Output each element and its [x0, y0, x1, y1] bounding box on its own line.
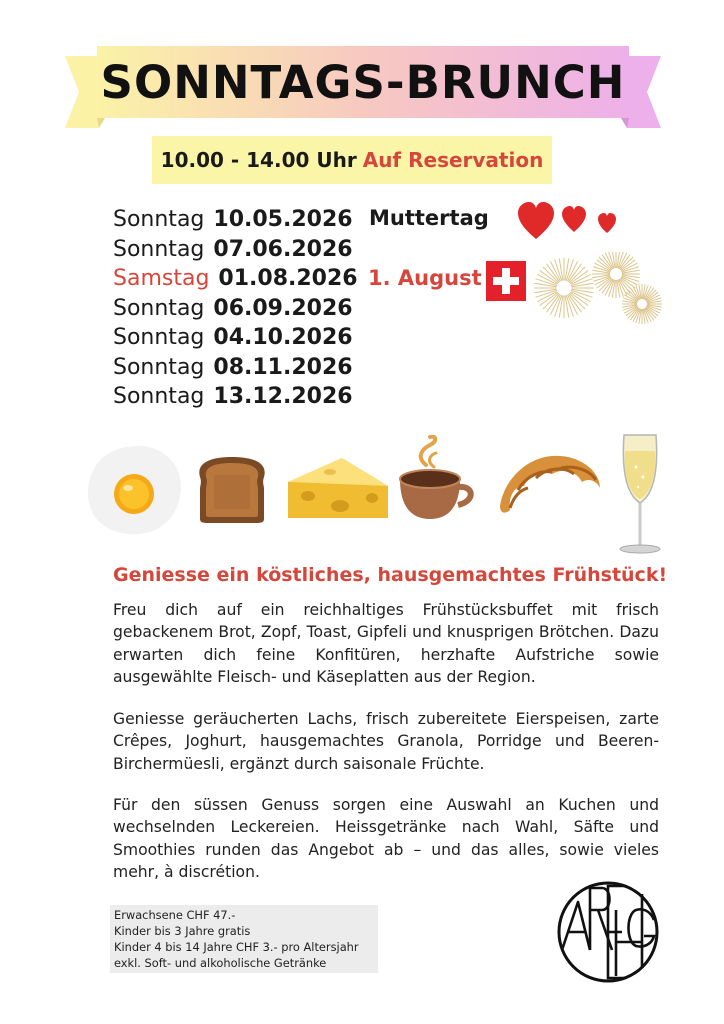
date-row	[113, 353, 358, 383]
price-note: exkl. Soft- und alkoholische Getränke	[114, 956, 327, 970]
date-weekday: Sonntag	[113, 295, 205, 321]
price-box	[110, 905, 378, 973]
date-weekday: Samstag	[113, 266, 210, 291]
champagne-glass-icon	[616, 433, 664, 555]
date-weekday: Sonntag	[113, 384, 205, 409]
opening-hours: 10.00 - 14.00 Uhr	[160, 148, 357, 172]
logo-icon	[556, 880, 660, 984]
date-value: 07.06.2026	[213, 236, 353, 262]
date-value: 06.09.2026	[213, 295, 353, 321]
date-weekday: Sonntag	[113, 236, 205, 262]
section-title: Geniesse ein köstliches, hausgemachtes Frühstück!	[113, 564, 668, 586]
paragraph-sweets: Für den süssen Genuss sorgen eine Auswahl an Kuchen und wechselnden Leckereien. Heissgetränke nach Wahl, Säfte und Smoothies runden das Angebot ab – und das alles, sowie vieles mehr, à discrétion.	[113, 796, 659, 881]
date-weekday: Sonntag	[113, 325, 205, 350]
date-value: 01.08.2026	[218, 266, 358, 291]
price-adults: Erwachsene CHF 47.-	[114, 908, 236, 922]
date-value: 04.10.2026	[213, 325, 353, 350]
date-value: 13.12.2026	[213, 384, 353, 409]
swiss-flag-icon	[486, 261, 526, 301]
toast-icon	[194, 455, 270, 525]
date-row	[113, 323, 358, 353]
price-kids: Kinder 4 bis 14 Jahre CHF 3.- pro Altersjahr	[114, 940, 359, 954]
fireworks-icon	[530, 252, 664, 338]
date-weekday: Sonntag	[113, 354, 205, 380]
hearts-icon	[516, 201, 620, 241]
date-row	[113, 235, 358, 265]
cheese-icon	[286, 456, 390, 520]
date-row	[113, 205, 358, 235]
coffee-cup-icon	[396, 435, 480, 523]
price-kids-free: Kinder bis 3 Jahre gratis	[114, 924, 251, 938]
date-weekday: Sonntag	[113, 207, 205, 232]
opening-hours-box	[152, 136, 552, 184]
paragraph-buffet: Freu dich auf ein reichhaltiges Frühstücksbuffet mit frisch gebackenem Brot, Zopf, Toast, Gipfeli und knusprigen Brötchen. Dazu erwarten dich feine Konfitüren, herzhafte Aufstriche sowie ausgewählte Fleisch- und Käseplatten aus der Region.	[113, 601, 659, 686]
event-august: 1. August	[368, 266, 482, 290]
date-value: 08.11.2026	[213, 354, 353, 380]
reservation-note: Auf Reservation	[362, 148, 544, 172]
date-row	[113, 294, 358, 324]
date-list	[113, 205, 358, 412]
croissant-icon	[496, 450, 604, 522]
page-title: SONNTAGS-BRUNCH	[100, 55, 626, 109]
date-row	[113, 264, 358, 294]
paragraph-dishes: Geniesse geräucherten Lachs, frisch zubereitete Eierspeisen, zarte Crêpes, Joghurt, hausgemachtes Granola, Porridge und Beeren-Birchermüesli, ergänzt durch saisonale Früchte.	[113, 710, 659, 773]
date-value: 10.05.2026	[213, 207, 353, 232]
fried-egg-icon	[84, 442, 184, 538]
date-row	[113, 382, 358, 412]
event-muttertag: Muttertag	[369, 206, 489, 230]
